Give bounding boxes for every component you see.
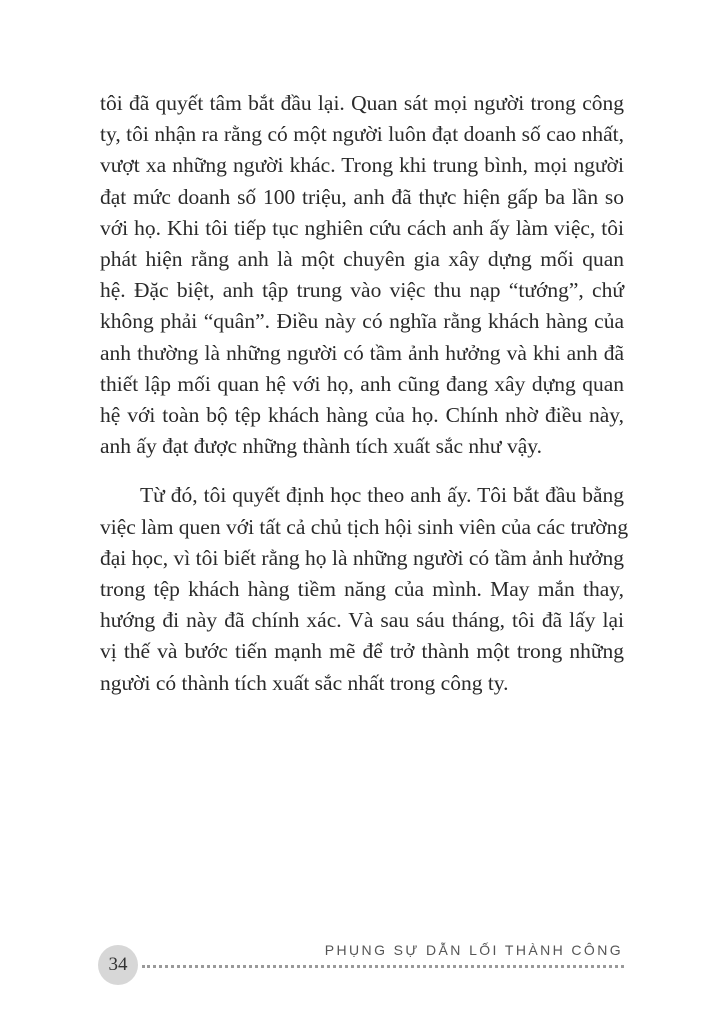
text-line: vị thế và bước tiến mạnh mẽ để trở thành một trong những (100, 639, 624, 664)
text-line: việc làm quen với tất cả chủ tịch hội sinh viên của các trường (100, 514, 629, 539)
body-text (100, 88, 629, 699)
text-line: người có thành tích xuất sắc nhất trong công ty. (100, 670, 509, 695)
paragraph-1 (100, 88, 624, 462)
text-line: phát hiện rằng anh là một chuyên gia xây dựng mối quan (100, 247, 624, 272)
text-line: đại học, vì tôi biết rằng họ là những người có tầm ảnh hưởng (100, 545, 624, 570)
text-line: tôi đã quyết tâm bắt đầu lại. Quan sát mọi người trong công (100, 91, 624, 115)
text-line: trong tệp khách hàng tiềm năng của mình. May mắn thay, (100, 577, 624, 602)
text-line: hệ với toàn bộ tệp khách hàng của họ. Chính nhờ điều này, (100, 403, 624, 428)
page-number: 34 (98, 945, 138, 985)
text-line: đạt mức doanh số 100 triệu, anh đã thực hiện gấp ba lần so (100, 184, 624, 209)
text-line: Từ đó, tôi quyết định học theo anh ấy. Tôi bắt đầu bằng (140, 483, 624, 508)
text-line: không phải “quân”. Điều này có nghĩa rằng khách hàng của (100, 309, 624, 334)
text-line: anh ấy đạt được những thành tích xuất sắc như vậy. (100, 434, 542, 459)
dotted-rule (142, 965, 624, 968)
text-line: hướng đi này đã chính xác. Và sau sáu tháng, tôi đã lấy lại (100, 608, 624, 633)
paragraph-2 (100, 480, 629, 698)
text-line: ty, tôi nhận ra rằng có một người luôn đạt doanh số cao nhất, (100, 122, 624, 147)
text-line: với họ. Khi tôi tiếp tục nghiên cứu cách anh ấy làm việc, tôi (100, 215, 624, 240)
text-line: vượt xa những người khác. Trong khi trung bình, mọi người (100, 153, 624, 178)
running-title: PHỤNG SỰ DẪN LỐI THÀNH CÔNG (324, 942, 623, 958)
text-line: thiết lập mối quan hệ với họ, anh cũng đang xây dựng quan (100, 371, 624, 396)
text-line: hệ. Đặc biệt, anh tập trung vào việc thu nạp “tướng”, chứ (100, 278, 624, 303)
text-line: anh thường là những người có tầm ảnh hưởng và khi anh đã (100, 340, 624, 365)
